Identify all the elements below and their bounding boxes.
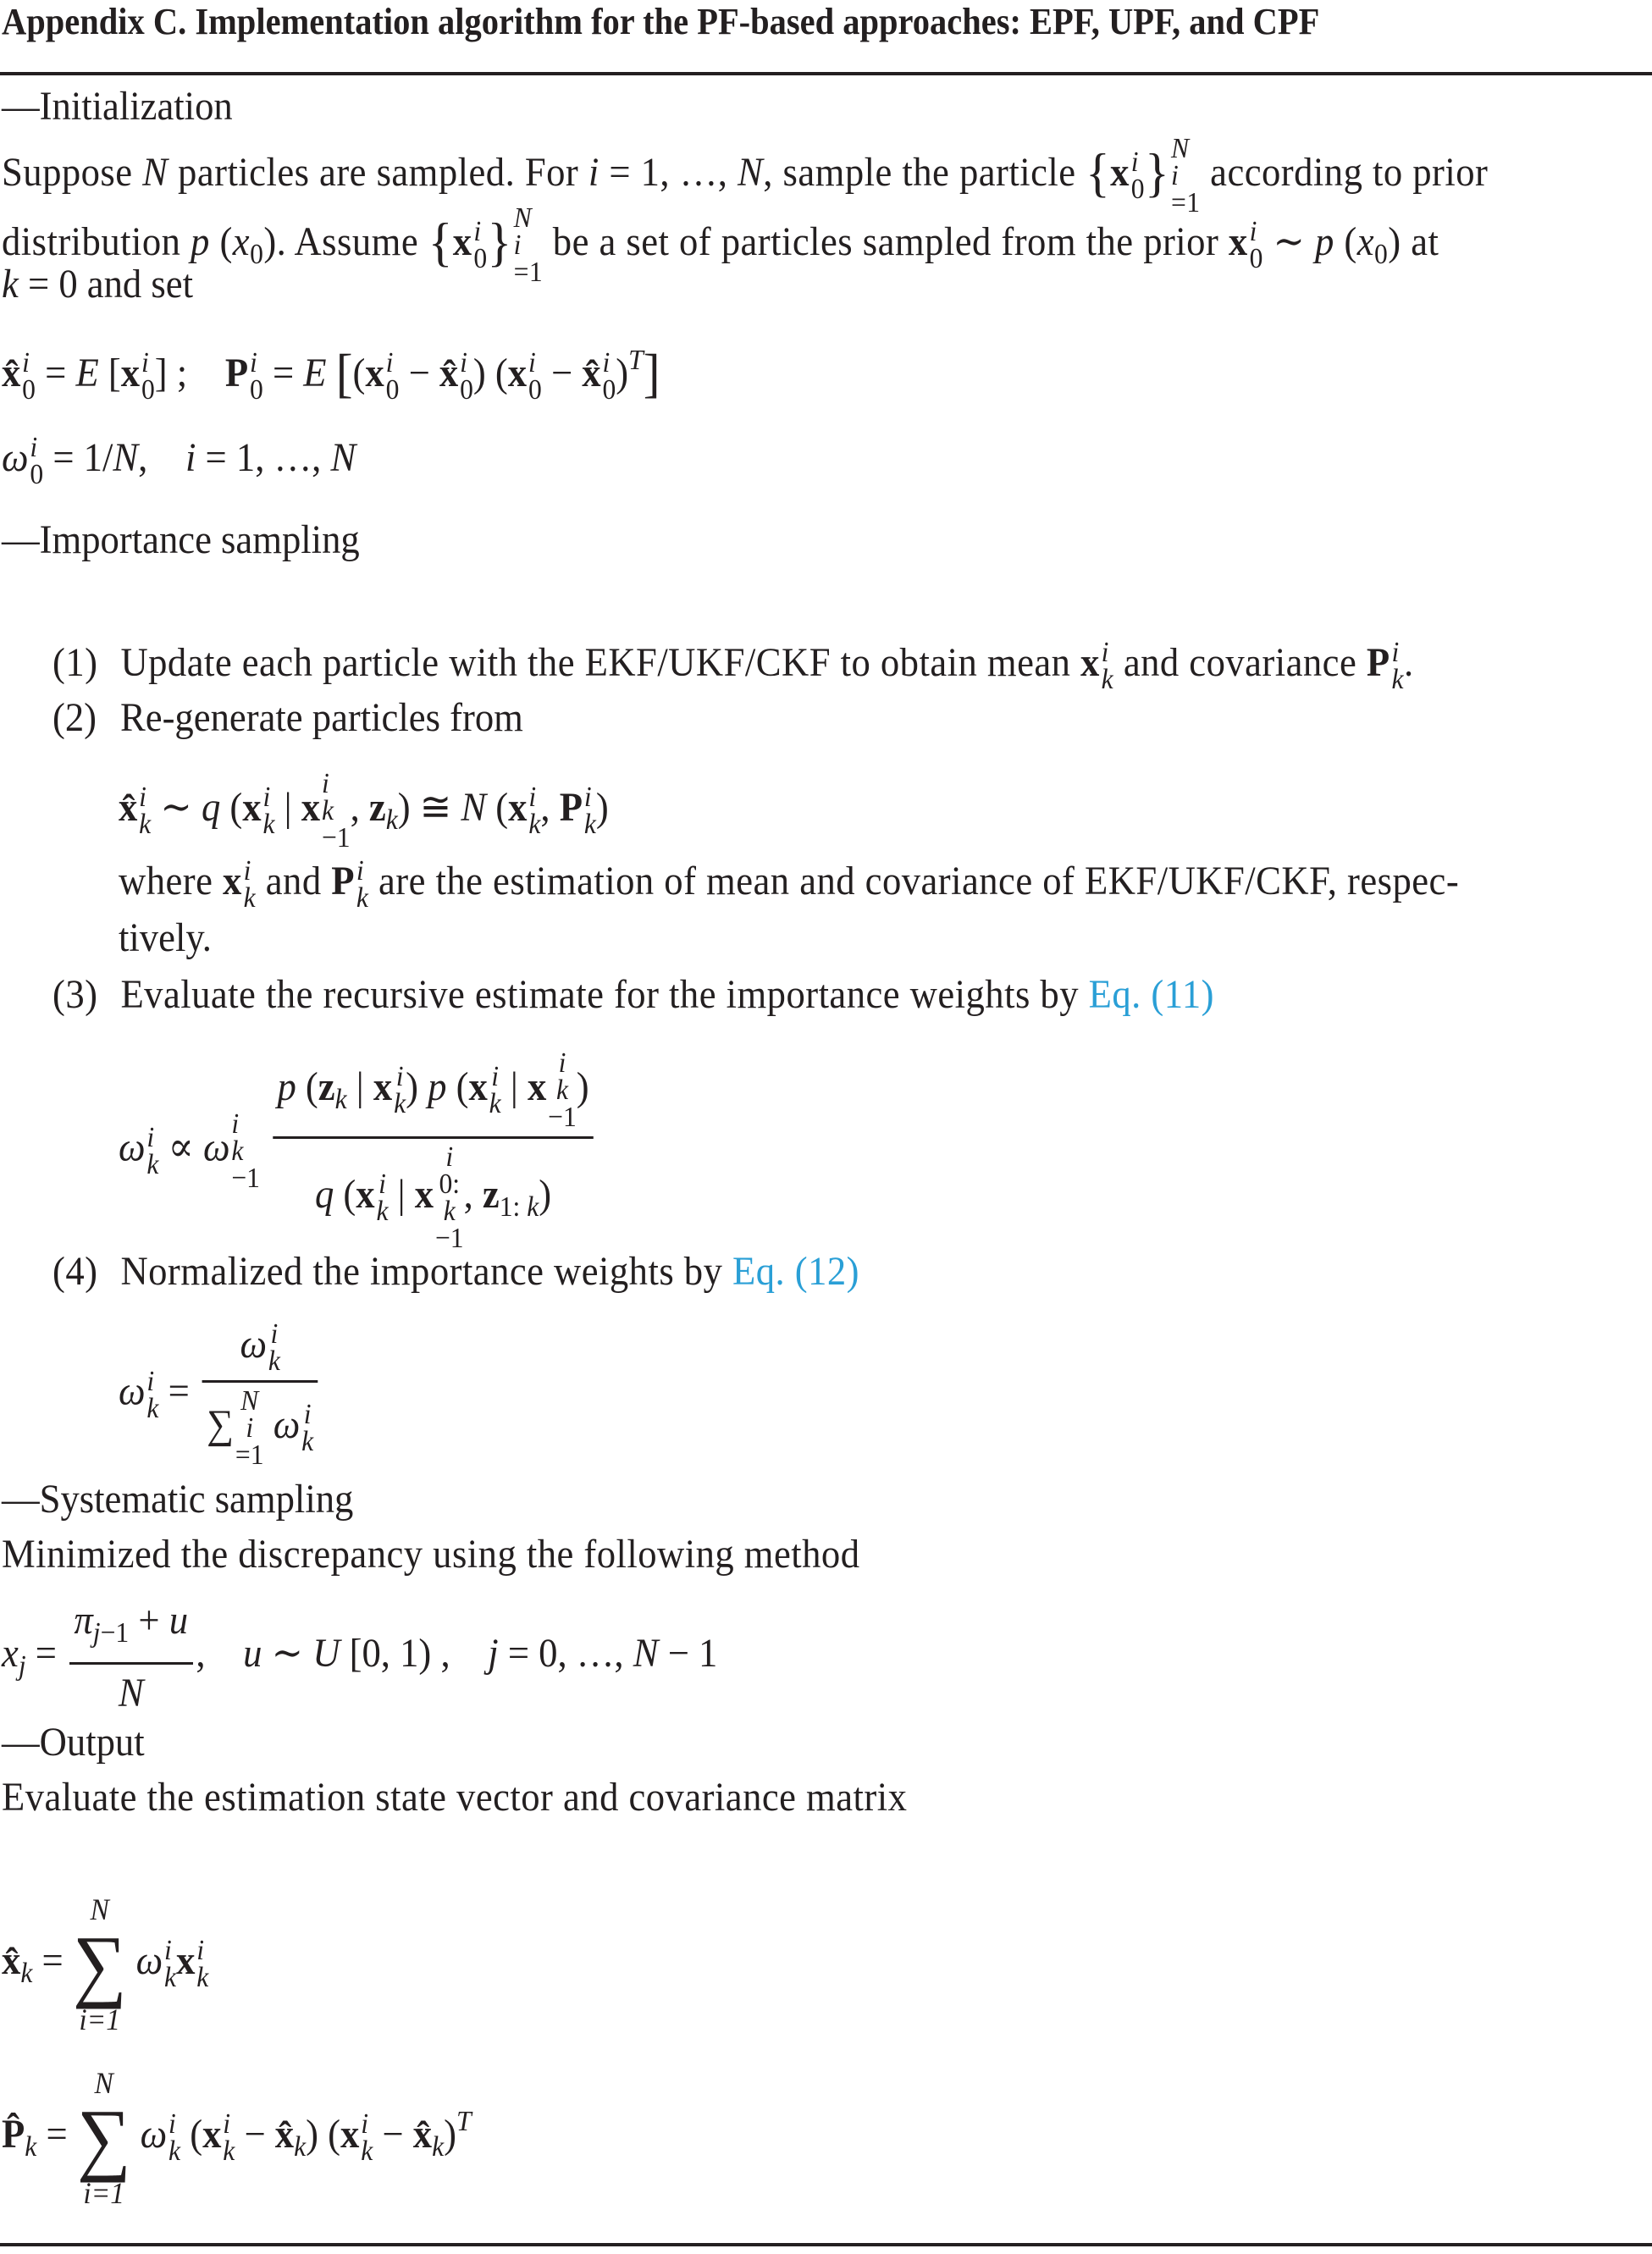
- bottom-rule: [0, 2243, 1652, 2246]
- importance-step-3: (3) Evaluate the recursive estimate for the importance weights by Eq. (11): [52, 972, 1214, 1017]
- top-rule: [0, 72, 1652, 75]
- importance-sampling-heading: —Importance sampling: [2, 517, 360, 562]
- importance-step-1: (1) Update each particle with the EKF/UKF/CKF to obtain mean x i k and covariance P i k .: [52, 637, 1414, 695]
- weight-normalization-equation: ω i k = ω i k ∑ N i =1 ω i k: [119, 1321, 321, 1469]
- output-heading: —Output: [2, 1720, 145, 1765]
- init-paragraph-line-2: distribution p $(x_0)$. Assume {x i 0 } N i =1 be a set of particles sampled from the prior x i 0 ∼ p $(x_0)$ at: [2, 202, 1439, 288]
- where-clause-line-2: tively.: [119, 915, 212, 960]
- where-clause-line-1: where x i k and P i k are the estimation of mean and covariance of EKF/UKF/CKF, respec-: [119, 855, 1460, 914]
- init-paragraph-line-1: Suppose N particles are sampled. For i = 1, …, N, sample the particle {x i 0 } N i =1 according to prior: [2, 133, 1489, 218]
- weight-recursion-equation: ω i k ∝ ω i k −1 p ($z_k$ | x i k ) p (x i k | x i k −1 ) q (x i k | x i 0: k −1 , $z_{1: k}$): [119, 1050, 597, 1252]
- systematic-sampling-text: Minimized the discrepancy using the following method: [2, 1532, 860, 1577]
- importance-step-4: (4) Normalized the importance weights by Eq. (12): [52, 1249, 860, 1294]
- proposal-distribution-equation: x̂ i k ∼ q (x i k | x i k −1 , $z_k$) ≅ N (x i k , P i k ): [119, 768, 609, 854]
- covariance-estimate-equation: $P̂_k$ = N ∑ i=1 ω i k (x i k − $x̂_k$) (x i k − $x̂_k)^T$: [2, 2066, 472, 2210]
- initialization-heading: —Initialization: [2, 84, 233, 129]
- importance-step-2: (2) Re-generate particles from: [52, 695, 523, 740]
- systematic-sampling-equation: $x_j$ = $\frac{\pi_{j-1} + u}{N}$ , u ∼ U [0, 1) , j = 0, …, N − 1: [2, 1598, 718, 1715]
- eq-12-link[interactable]: Eq. (12): [732, 1249, 860, 1294]
- output-text: Evaluate the estimation state vector and covariance matrix: [2, 1775, 908, 1820]
- systematic-sampling-heading: —Systematic sampling: [2, 1477, 354, 1522]
- appendix-title: Appendix C. Implementation algorithm for the PF-based approaches: EPF, UPF, and CPF: [2, 1, 1320, 42]
- eq-11-link[interactable]: Eq. (11): [1088, 972, 1214, 1017]
- init-weight-equation: ω i 0 = 1/N, i = 1, …, N: [2, 432, 356, 490]
- init-paragraph-line-3: k = 0 and set: [2, 262, 194, 307]
- init-mean-covariance-equation: x̂ i 0 = E [x i 0 ] ; P i 0 = E [(x i 0 − x̂ i 0 ) (x i 0 − x̂ i 0 )$^T$]: [2, 343, 660, 406]
- state-estimate-equation: $x̂_k$ = N ∑ i=1 ω i k x i k: [2, 1892, 209, 2036]
